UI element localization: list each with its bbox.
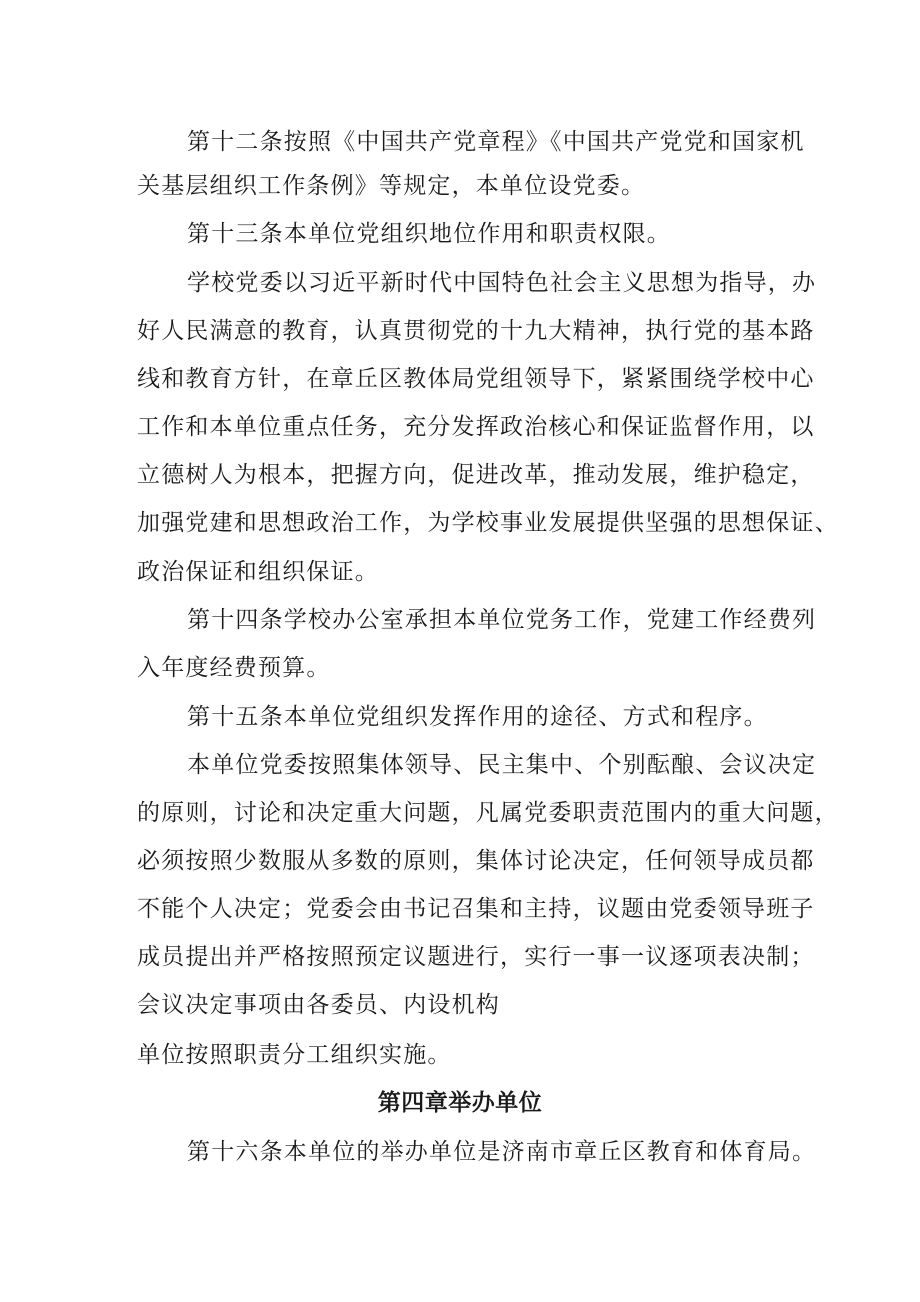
party-committee-line-1: 学校党委以习近平新时代中国特色社会主义思想为指导，办 xyxy=(187,270,817,296)
procedure-line-7: 单位按照职责分工组织实施。 xyxy=(137,1042,452,1068)
procedure-line-2: 的原则，讨论和决定重大问题，凡属党委职责范围内的重大问题， xyxy=(137,800,839,826)
party-committee-line-6: 加强党建和思想政治工作，为学校事业发展提供坚强的思想保证、 xyxy=(137,510,839,536)
party-committee-line-2: 好人民满意的教育，认真贯彻党的十九大精神，执行党的基本路 xyxy=(137,318,815,344)
article-15-line-1: 第十五条本单位党组织发挥作用的途径、方式和程序。 xyxy=(187,704,768,730)
party-committee-line-3: 线和教育方针，在章丘区教体局党组领导下，紧紧围绕学校中心 xyxy=(137,366,815,392)
procedure-line-6: 会议决定事项由各委员、内设机构 xyxy=(137,992,500,1018)
party-committee-line-4: 工作和本单位重点任务，充分发挥政治核心和保证监督作用，以 xyxy=(137,414,815,440)
party-committee-line-5: 立德树人为根本，把握方向，促进改革，推动发展，维护稳定， xyxy=(137,462,815,488)
article-14-line-2: 入年度经费预算。 xyxy=(137,655,331,681)
article-12-line-2: 关基层组织工作条例》等规定，本单位设党委。 xyxy=(137,173,646,199)
article-16-line-1: 第十六条本单位的举办单位是济南市章丘区教育和体育局。 xyxy=(187,1139,817,1165)
party-committee-line-7: 政治保证和组织保证。 xyxy=(137,559,379,585)
procedure-line-5: 成员提出并严格按照预定议题进行，实行一事一议逐项表决制； xyxy=(137,944,815,970)
procedure-line-4: 不能个人决定；党委会由书记召集和主持，议题由党委领导班子 xyxy=(137,896,815,922)
article-13-line-1: 第十三条本单位党组织地位作用和职责权限。 xyxy=(187,221,671,247)
procedure-line-3: 必须按照少数服从多数的原则，集体讨论决定，任何领导成员都 xyxy=(137,848,815,874)
article-12-line-1: 第十二条按照《中国共产党章程》《中国共产党党和国家机 xyxy=(187,129,805,155)
procedure-line-1: 本单位党委按照集体领导、民主集中、个别酝酿、会议决定 xyxy=(187,752,817,778)
article-14-line-1: 第十四条学校办公室承担本单位党务工作，党建工作经费列 xyxy=(187,607,817,633)
chapter-heading: 第四章举办单位 xyxy=(377,1090,543,1116)
